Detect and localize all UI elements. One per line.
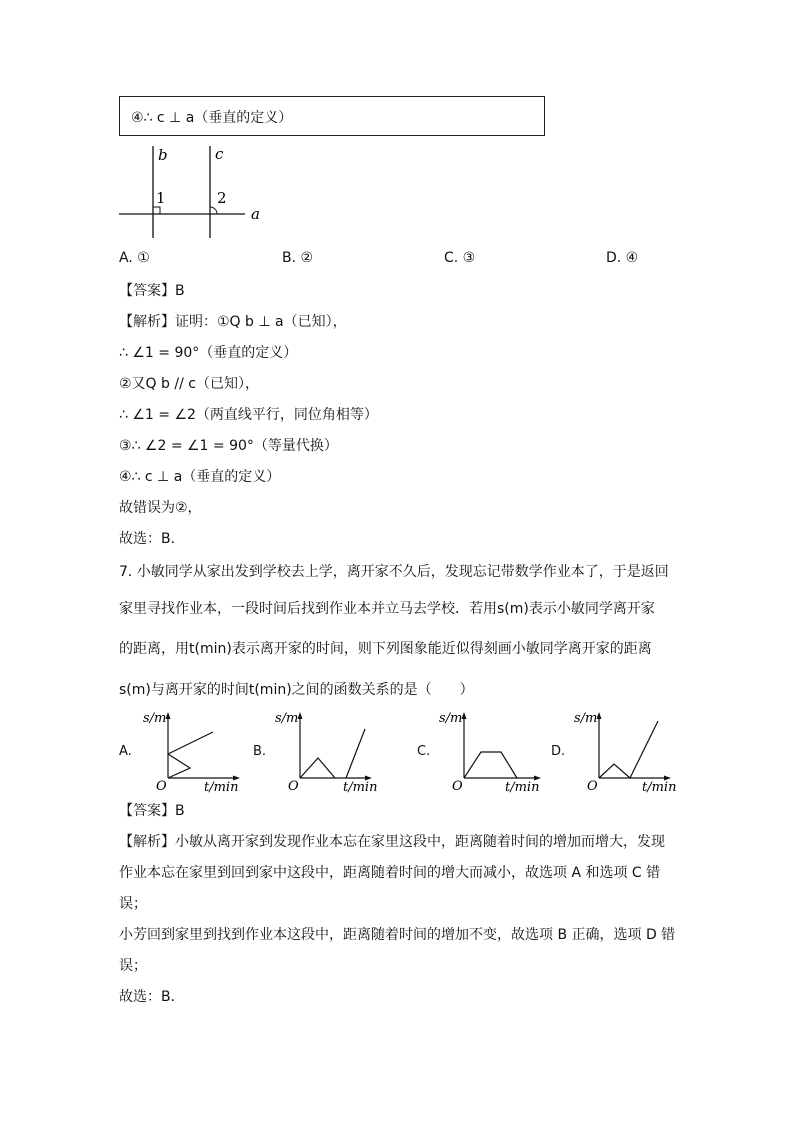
q7-stem-line-2: 家里寻找作业本，一段时间后找到作业本并立马去学校．若用s(m)表示小敏同学离开家 <box>119 601 655 617</box>
graph-c-curve <box>464 752 517 778</box>
q6-analysis-line-3: ②又Q b // c（已知）， <box>119 376 259 392</box>
q6-analysis-line-2: ∴ ∠1 = 90°（垂直的定义） <box>119 345 298 361</box>
q6-analysis-line-6: ④∴ c ⊥ a（垂直的定义） <box>119 469 281 485</box>
q7-analysis-line-6: 故选：B． <box>119 989 185 1005</box>
q6-option-b[interactable]: B. ② <box>282 250 314 266</box>
graph-b-curve-school <box>346 729 365 778</box>
graph-option-c-label[interactable]: C. <box>417 744 431 759</box>
q7-analysis-line-1: 【解析】小敏从离开家到发现作业本忘在家里这段中，距离随着时间的增加而增大，发现 <box>119 834 665 850</box>
label-a: a <box>251 205 260 223</box>
graph-option-b-label[interactable]: B. <box>253 744 267 759</box>
q7-answer: 【答案】B <box>119 803 185 819</box>
graph-a-origin: O <box>156 779 167 794</box>
q6-analysis-line-4: ∴ ∠1 = ∠2（两直线平行，同位角相等） <box>119 407 378 423</box>
graph-d-origin: O <box>587 779 598 794</box>
graph-c <box>437 708 547 798</box>
q6-option-c[interactable]: C. ③ <box>444 250 476 266</box>
q7-analysis-line-2: 作业本忘在家里到回到家中这段中，距离随着时间的增大而减小，故选项 A 和选项 C 错 <box>119 865 661 881</box>
graph-b-y-label: s/m <box>275 711 299 726</box>
q7-analysis-line-3: 误； <box>119 896 147 912</box>
parallel-lines-figure <box>115 140 275 240</box>
graph-b-curve-trip <box>300 758 335 778</box>
graph-b <box>273 708 383 798</box>
graph-option-d-label[interactable]: D. <box>551 744 566 759</box>
graph-c-x-label: t/min <box>505 780 540 795</box>
right-angle-mark <box>153 207 160 214</box>
q6-option-a[interactable]: A. ① <box>119 250 150 266</box>
label-c: c <box>215 145 224 163</box>
graph-a-curve-forward <box>168 732 213 754</box>
q7-stem-line-3: 的距离，用t(min)表示离开家的时间，则下列图象能近似得刻画小敏同学离开家的距离 <box>119 641 652 657</box>
q7-analysis-line-4: 小芳回到家里到找到作业本这段中，距离随着时间的增加不变，故选项 B 正确，选项 D 错 <box>119 927 676 943</box>
graph-d <box>572 708 682 798</box>
graph-a-curve-back <box>168 754 190 778</box>
graph-d-y-label: s/m <box>574 711 598 726</box>
graph-option-a-label[interactable]: A. <box>119 744 132 759</box>
graph-a <box>138 708 248 798</box>
q6-analysis-line-1: 【解析】证明：①Q b ⊥ a（已知）， <box>119 314 347 330</box>
graph-b-x-label: t/min <box>343 780 378 795</box>
label-2: 2 <box>217 189 227 207</box>
q6-analysis-line-8: 故选：B． <box>119 531 185 547</box>
q6-option-d[interactable]: D. ④ <box>606 250 639 266</box>
q6-analysis-line-7: 故错误为②， <box>119 500 202 516</box>
angle-2-arc <box>210 207 217 214</box>
label-1: 1 <box>156 189 166 207</box>
q7-stem-line-4: s(m)与离开家的时间t(min)之间的函数关系的是（ ） <box>119 682 474 698</box>
graph-c-y-label: s/m <box>439 711 463 726</box>
graph-a-y-label: s/m <box>143 711 167 726</box>
q6-analysis-line-5: ③∴ ∠2 = ∠1 = 90°（等量代换） <box>119 438 338 454</box>
boxed-proof-text: ④∴ c ⊥ a（垂直的定义） <box>131 110 293 126</box>
graph-d-x-label: t/min <box>642 780 677 795</box>
label-b: b <box>158 146 168 164</box>
graph-c-origin: O <box>452 779 463 794</box>
graph-a-x-label: t/min <box>204 780 239 795</box>
graph-b-origin: O <box>288 779 299 794</box>
boxed-proof-step <box>119 96 545 136</box>
q6-answer: 【答案】B <box>119 283 185 299</box>
graph-d-curve <box>599 721 658 778</box>
q7-analysis-line-5: 误； <box>119 958 147 974</box>
q7-stem-line-1: 7. 小敏同学从家出发到学校去上学，离开家不久后，发现忘记带数学作业本了，于是返回 <box>119 564 669 580</box>
